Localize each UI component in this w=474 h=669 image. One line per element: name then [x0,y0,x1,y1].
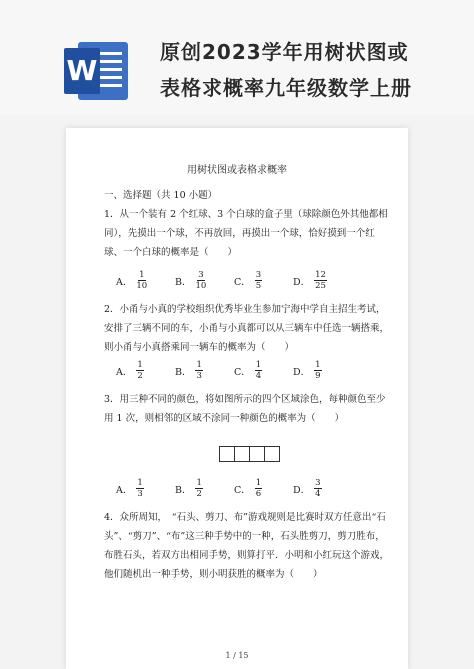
question-2-options [116,360,352,381]
section-heading: 一、选择题（共 10 小题） [104,190,218,201]
question-3-text: 3．用三种不同的颜色，将如图所示的四个区域涂色，每种颜色至少用 1 次，则相邻的区域不涂同一种颜色的概率为（ ） [104,394,386,424]
option-c: C． $\frac{3}{5}$ [234,270,262,291]
document-page [66,128,408,669]
banner-title-line2: 表格求概率九年级数学上册 [160,76,412,100]
option-a: A． $\frac{1}{3}$ [116,478,143,499]
option-d: D． $\frac{3}{4}$ [293,478,321,499]
region-cell [234,446,250,462]
option-c: C． $\frac{1}{4}$ [234,360,262,381]
banner-title-line1: 原创2023学年用树状图或 [160,40,409,64]
option-a: A． $\frac{1}{10}$ [116,270,148,291]
option-b: B． $\frac{1}{3}$ [175,360,202,381]
page-number: 1 / 15 [225,651,249,660]
word-document-icon [64,42,130,100]
option-d: D． $\frac{1}{9}$ [293,360,321,381]
region-cell [249,446,265,462]
question-4-text: 4．众所周知， “石头、剪刀、布”游戏规则是比赛时双方任意出“石头”、“剪刀”、“布”这三种手势中的一种，石头胜剪刀，剪刀胜布，布胜石头，若双方出相同手势，则算打平．小明和小红玩这个游戏，他们随机出一种手势，则小明获胜的概率为（ ） [104,512,390,580]
region-cell [219,446,235,462]
header-banner [0,0,474,115]
document-title: 用树状图或表格求概率 [187,165,287,176]
option-c: C． $\frac{1}{6}$ [234,478,262,499]
question-1-options [116,270,352,291]
question-3-options [116,478,352,499]
question-2-text: 2．小甬与小真的学校组织优秀毕业生参加宁海中学自主招生考试，安排了三辆不同的车，小甬与小真都可以从三辆车中任选一辆搭乘，则小甬与小真搭乘同一辆车的概率为（ ） [104,304,390,353]
option-b: B． $\frac{3}{10}$ [175,270,207,291]
word-letter: W [64,48,100,94]
region-cell [264,446,280,462]
option-d: D． $\frac{12}{25}$ [293,270,326,291]
option-a: A． $\frac{1}{2}$ [116,360,143,381]
four-region-figure [220,446,280,462]
option-b: B． $\frac{1}{2}$ [175,478,202,499]
question-1-text: 1．从一个装有 2 个红球、3 个白球的盒子里（球除颜色外其他都相同），先摸出一个球，不再放回，再摸出一个球，恰好摸到一个红球、一个白球的概率是（ ） [104,209,388,258]
